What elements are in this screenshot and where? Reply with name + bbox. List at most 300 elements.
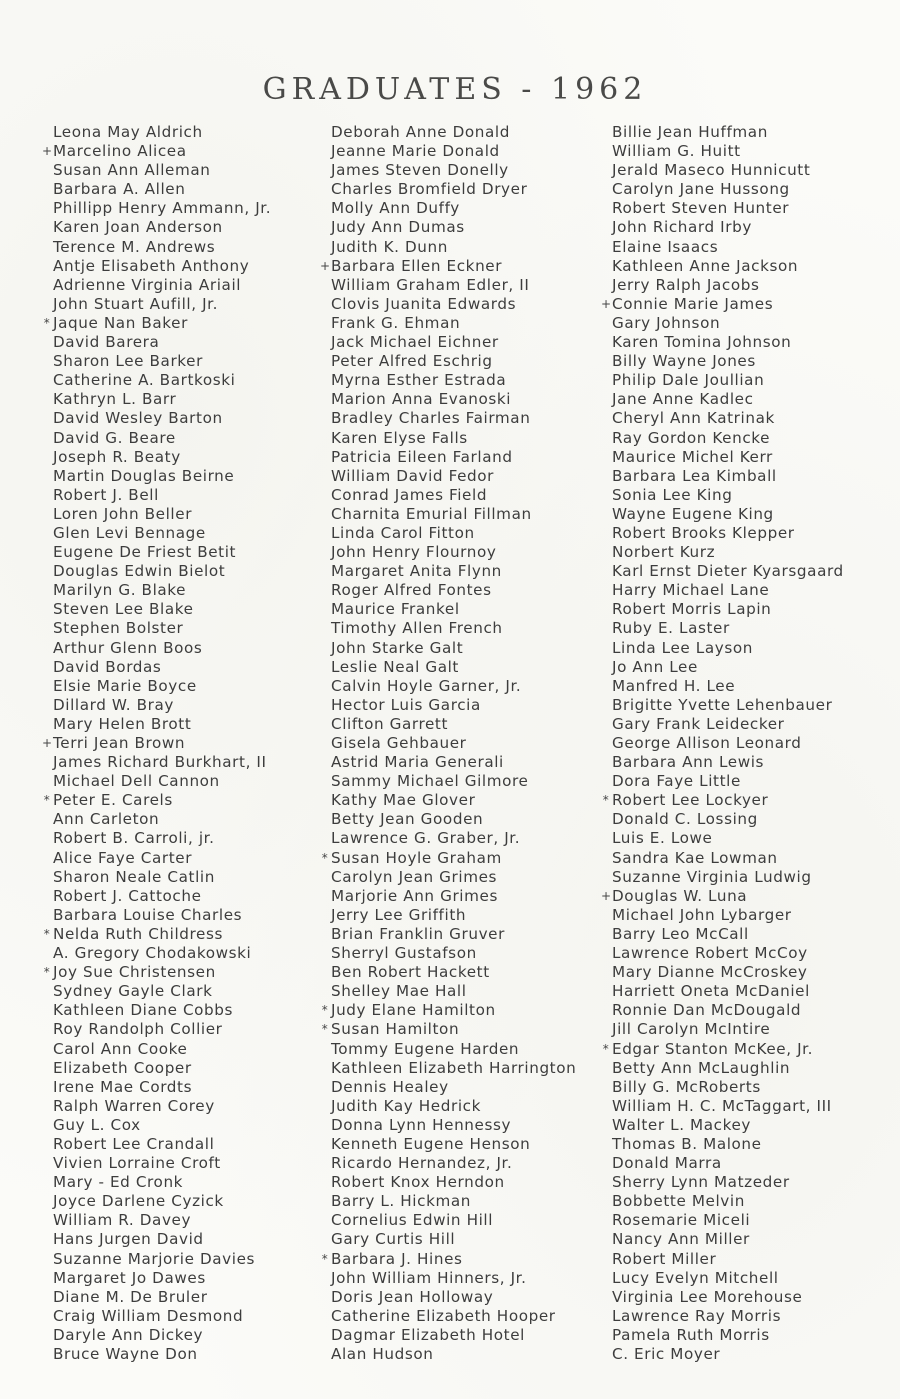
graduate-name	[53, 486, 271, 505]
graduate-name	[331, 1097, 576, 1116]
graduate-name	[331, 486, 576, 505]
graduate-name-text: Susan Ann Alleman	[53, 161, 211, 180]
graduate-name	[53, 944, 271, 963]
graduate-name-text: Barbara A. Allen	[53, 180, 186, 199]
graduate-name-text: Rosemarie Miceli	[612, 1211, 751, 1230]
graduate-name-text: William H. C. McTaggart, III	[612, 1096, 832, 1115]
graduate-name	[53, 1173, 271, 1192]
graduate-name-text: Donna Lynn Hennessy	[331, 1115, 512, 1134]
graduate-name-text: Jerry Ralph Jacobs	[612, 275, 760, 294]
graduate-name	[53, 887, 271, 906]
graduate-name-text: Myrna Esther Estrada	[331, 371, 507, 390]
graduate-name	[331, 352, 576, 371]
graduate-name-text: John Richard Irby	[612, 218, 752, 237]
graduate-name-text: Sherry Lynn Matzeder	[612, 1173, 790, 1192]
graduate-name-text: Marilyn G. Blake	[53, 581, 187, 600]
graduate-name-text: Elizabeth Cooper	[53, 1058, 192, 1077]
graduate-name-text: Martin Douglas Beirne	[53, 466, 235, 485]
asterisk-marker: *	[43, 926, 51, 941]
graduate-name-text: Kathleen Diane Cobbs	[53, 1001, 234, 1020]
graduate-name	[321, 1249, 576, 1269]
graduate-name	[331, 429, 576, 448]
graduate-name-text: Calvin Hoyle Garner, Jr.	[331, 676, 522, 695]
graduate-name	[53, 524, 271, 543]
graduate-name-text: Joy Sue Christensen	[53, 963, 216, 982]
graduate-name	[612, 810, 844, 829]
graduate-name	[53, 1040, 271, 1059]
graduate-name-text: Edgar Stanton McKee, Jr.	[612, 1039, 814, 1058]
graduate-name	[331, 1326, 576, 1345]
graduate-name	[331, 791, 576, 810]
graduate-name	[53, 1230, 271, 1249]
graduate-name	[612, 1307, 844, 1326]
graduate-name-text: Walter L. Mackey	[612, 1115, 752, 1134]
graduate-name-text: Astrid Maria Generali	[331, 753, 504, 772]
graduate-name	[612, 142, 844, 161]
asterisk-marker: *	[43, 793, 51, 808]
graduate-name-text: Kathryn L. Barr	[53, 390, 177, 409]
graduate-name-text: Cornelius Edwin Hill	[331, 1211, 494, 1230]
graduate-name	[53, 696, 271, 715]
graduate-name	[53, 562, 271, 581]
graduate-name	[331, 1230, 576, 1249]
graduate-name	[331, 448, 576, 467]
graduate-name	[53, 1250, 271, 1269]
graduate-name-text: Pamela Ruth Morris	[612, 1325, 770, 1344]
asterisk-marker: *	[321, 1003, 329, 1018]
graduate-name-text: Karen Elyse Falls	[331, 428, 468, 447]
graduate-name	[331, 276, 576, 295]
graduate-name-text: Ronnie Dan McDougald	[612, 1001, 802, 1020]
graduate-name-text: Robert J. Bell	[53, 485, 159, 504]
graduate-name	[53, 1288, 271, 1307]
graduate-name-text: Robert Brooks Klepper	[612, 523, 795, 542]
graduate-name-text: Glen Levi Bennage	[53, 523, 206, 542]
graduate-name	[612, 505, 844, 524]
plus-marker: +	[601, 888, 612, 903]
graduate-name	[612, 1173, 844, 1192]
graduate-name	[331, 467, 576, 486]
graduate-name	[53, 448, 271, 467]
graduate-name	[331, 505, 576, 524]
graduate-name-text: Robert Knox Herndon	[331, 1173, 505, 1192]
plus-marker: +	[601, 296, 612, 311]
graduate-name	[320, 256, 576, 276]
graduate-name	[53, 543, 271, 562]
graduate-name-text: Roger Alfred Fontes	[331, 581, 492, 600]
graduate-name-text: Joseph R. Beaty	[53, 447, 181, 466]
graduate-name	[612, 1345, 844, 1364]
graduate-name	[53, 772, 271, 791]
asterisk-marker: *	[321, 850, 329, 865]
graduate-name	[331, 238, 576, 257]
graduate-name	[331, 161, 576, 180]
graduate-name-text: Michael Dell Cannon	[53, 772, 220, 791]
graduate-name	[53, 639, 271, 658]
graduate-name	[612, 257, 844, 276]
graduate-name	[612, 1059, 844, 1078]
asterisk-marker: *	[602, 1041, 610, 1056]
graduate-name-text: David Wesley Barton	[53, 409, 223, 428]
graduate-name-text: William Graham Edler, II	[331, 275, 530, 294]
graduate-name	[331, 142, 576, 161]
graduate-name	[53, 238, 271, 257]
graduate-name-text: John Stuart Aufill, Jr.	[53, 294, 219, 313]
graduate-name-text: Jeanne Marie Donald	[331, 142, 500, 161]
graduate-name-text: Connie Marie James	[612, 294, 774, 313]
graduate-name	[53, 333, 271, 352]
graduate-name-text: Donald Marra	[612, 1154, 722, 1173]
graduate-name	[331, 562, 576, 581]
graduate-name-text: Ann Carleton	[53, 810, 160, 829]
graduate-name-text: Alan Hudson	[331, 1345, 434, 1363]
graduate-name-text: Billie Jean Huffman	[612, 123, 768, 141]
graduate-name-text: Jane Anne Kadlec	[612, 390, 754, 409]
plus-marker: +	[42, 736, 53, 750]
graduate-name-text: Peter E. Carels	[53, 791, 173, 810]
graduate-name-text: Sharon Neale Catlin	[53, 867, 215, 886]
graduate-name-text: Maurice Frankel	[331, 600, 460, 619]
graduate-name	[331, 199, 576, 218]
graduate-name-text: Kathleen Anne Jackson	[612, 256, 799, 275]
graduate-name-text: Robert Steven Hunter	[612, 199, 790, 218]
graduate-name	[331, 963, 576, 982]
graduate-name	[612, 581, 844, 600]
graduate-name-text: Philip Dale Joullian	[612, 371, 765, 390]
graduate-name-text: Robert Morris Lapin	[612, 600, 772, 619]
graduate-name-text: Barbara Lea Kimball	[612, 466, 777, 485]
graduate-name	[601, 294, 844, 314]
graduate-name	[331, 1307, 576, 1326]
graduate-name	[53, 1345, 271, 1364]
graduate-name-text: Elaine Isaacs	[612, 237, 719, 256]
graduate-name-text: Alice Faye Carter	[53, 848, 193, 867]
graduate-name	[612, 390, 844, 409]
graduate-name-text: Catherine A. Bartkoski	[53, 371, 236, 390]
graduate-name	[53, 600, 271, 619]
graduate-name	[331, 1345, 576, 1364]
graduate-name	[53, 982, 271, 1001]
graduate-name	[331, 925, 576, 944]
graduate-name	[331, 639, 576, 658]
graduate-name	[612, 333, 844, 352]
graduate-name-text: Gary Frank Leidecker	[612, 714, 785, 733]
graduate-name	[331, 1040, 576, 1059]
graduate-name	[53, 715, 271, 734]
graduate-name	[53, 1097, 271, 1116]
graduate-name-text: Billy Wayne Jones	[612, 352, 756, 371]
graduate-name-text: Marcelino Alicea	[53, 142, 187, 161]
graduate-name	[331, 753, 576, 772]
graduate-name-text: Dagmar Elizabeth Hotel	[331, 1325, 525, 1344]
graduate-name	[331, 810, 576, 829]
graduate-name	[612, 1020, 844, 1039]
graduate-name	[612, 238, 844, 257]
graduate-name-text: Ricardo Hernandez, Jr.	[331, 1154, 513, 1173]
graduate-name-text: Barbara J. Hines	[331, 1249, 463, 1268]
graduate-name	[612, 619, 844, 638]
graduate-name-text: Adrienne Virginia Ariail	[53, 275, 242, 294]
graduate-name	[53, 619, 271, 638]
graduate-name	[612, 1288, 844, 1307]
graduate-name	[612, 1250, 844, 1269]
graduate-name	[331, 1173, 576, 1192]
graduate-name-text: Margaret Anita Flynn	[331, 562, 502, 581]
graduate-name-text: Maurice Michel Kerr	[612, 447, 773, 466]
graduate-name	[53, 295, 271, 314]
graduate-name-text: Clovis Juanita Edwards	[331, 294, 517, 313]
graduate-name	[331, 295, 576, 314]
graduate-name-text: Dora Faye Little	[612, 772, 741, 791]
graduate-name	[53, 409, 271, 428]
graduate-name	[331, 696, 576, 715]
graduate-name	[331, 371, 576, 390]
graduate-name-text: Kenneth Eugene Henson	[331, 1134, 531, 1153]
graduate-name	[331, 734, 576, 753]
graduate-name	[612, 1097, 844, 1116]
graduate-name-text: Norbert Kurz	[612, 543, 716, 562]
graduate-name	[331, 1192, 576, 1211]
graduate-name	[331, 123, 576, 142]
plus-marker: +	[320, 258, 331, 273]
graduate-column-1	[42, 123, 272, 1364]
graduate-name	[612, 1001, 844, 1020]
graduate-name	[43, 963, 271, 982]
graduate-name-text: Suzanne Virginia Ludwig	[612, 867, 812, 886]
graduate-name	[53, 180, 271, 199]
graduate-name-text: Judith Kay Hedrick	[331, 1096, 482, 1115]
graduate-name-text: Jaque Nan Baker	[53, 313, 188, 332]
graduate-name-text: Nancy Ann Miller	[612, 1230, 750, 1249]
graduate-name-text: Steven Lee Blake	[53, 600, 194, 619]
graduate-name-text: Betty Jean Gooden	[331, 810, 484, 829]
graduate-name-text: Dillard W. Bray	[53, 695, 174, 714]
graduate-name-text: James Steven Donelly	[331, 161, 509, 180]
graduate-name	[612, 486, 844, 505]
graduate-name-text: Judith K. Dunn	[331, 237, 448, 256]
graduate-name	[53, 829, 271, 848]
graduate-name	[612, 906, 844, 925]
graduate-name	[612, 677, 844, 696]
graduate-name	[331, 677, 576, 696]
graduate-name-text: John Henry Flournoy	[331, 543, 497, 562]
graduate-name-text: Hans Jurgen David	[53, 1230, 204, 1249]
graduate-name-text: William David Fedor	[331, 466, 494, 485]
graduate-name-text: Bruce Wayne Don	[53, 1345, 198, 1363]
graduate-name-text: Karen Joan Anderson	[53, 218, 223, 237]
graduate-name-text: Carolyn Jane Hussong	[612, 180, 790, 199]
graduate-name	[331, 982, 576, 1001]
graduate-name	[331, 524, 576, 543]
graduate-name-text: Peter Alfred Eschrig	[331, 352, 493, 371]
graduate-name	[331, 333, 576, 352]
graduate-name	[331, 1059, 576, 1078]
graduate-name	[53, 505, 271, 524]
graduate-name-text: Robert B. Carroli, jr.	[53, 829, 215, 848]
graduate-name	[612, 715, 844, 734]
graduate-name-text: Gary Curtis Hill	[331, 1230, 456, 1249]
graduate-name	[53, 1135, 271, 1154]
graduate-name	[602, 791, 844, 810]
graduate-name	[612, 371, 844, 390]
graduate-name	[612, 982, 844, 1001]
graduate-name-text: Ralph Warren Corey	[53, 1096, 215, 1115]
graduate-name-text: Diane M. De Bruler	[53, 1287, 208, 1306]
graduate-name-text: Susan Hamilton	[331, 1020, 460, 1039]
graduate-name	[53, 810, 271, 829]
graduate-name	[331, 390, 576, 409]
graduate-name-text: Gary Johnson	[612, 313, 721, 332]
graduate-name	[612, 849, 844, 868]
graduate-name	[53, 1269, 271, 1288]
graduate-name	[53, 161, 271, 180]
graduate-name	[331, 218, 576, 237]
graduate-name	[612, 180, 844, 199]
graduate-name-text: Patricia Eileen Farland	[331, 447, 513, 466]
graduate-name	[612, 944, 844, 963]
graduate-name-text: Molly Ann Duffy	[331, 199, 460, 218]
graduate-name	[53, 1020, 271, 1039]
graduate-name-text: Mary Dianne McCroskey	[612, 963, 808, 982]
graduate-name	[331, 314, 576, 333]
graduate-name	[612, 696, 844, 715]
graduate-name-text: Kathy Mae Glover	[331, 791, 476, 810]
graduate-name-text: Leslie Neal Galt	[331, 657, 459, 676]
graduate-name-text: Barry L. Hickman	[331, 1192, 471, 1211]
asterisk-marker: *	[602, 793, 610, 808]
graduate-name-text: David Barera	[53, 333, 160, 352]
graduate-name	[43, 924, 271, 944]
graduate-name	[612, 199, 844, 218]
graduate-name	[612, 1154, 844, 1173]
graduate-name	[612, 467, 844, 486]
graduate-name-text: A. Gregory Chodakowski	[53, 944, 252, 963]
graduate-name	[612, 1135, 844, 1154]
graduate-name	[53, 352, 271, 371]
graduate-name-text: Tommy Eugene Harden	[331, 1039, 520, 1058]
graduate-name	[612, 448, 844, 467]
graduate-name-text: John Starke Galt	[331, 638, 464, 657]
graduate-name	[331, 906, 576, 925]
graduate-name	[43, 313, 271, 333]
page-title: GRADUATES - 1962	[262, 72, 648, 108]
graduate-name-text: Douglas Edwin Bielot	[53, 562, 226, 581]
graduate-name-text: Brigitte Yvette Lehenbauer	[612, 695, 833, 714]
graduate-name	[53, 1059, 271, 1078]
graduate-name-text: Manfred H. Lee	[612, 676, 736, 695]
graduate-name-text: Jill Carolyn McIntire	[612, 1020, 771, 1039]
graduate-name	[53, 199, 271, 218]
graduate-name	[53, 868, 271, 887]
graduate-name	[42, 734, 271, 753]
graduate-name-text: Elsie Marie Boyce	[53, 676, 197, 695]
graduate-name-text: Lawrence Robert McCoy	[612, 944, 808, 963]
asterisk-marker: *	[43, 315, 51, 330]
graduate-name	[53, 467, 271, 486]
graduate-name	[612, 868, 844, 887]
graduate-name	[331, 1116, 576, 1135]
graduate-name	[612, 218, 844, 237]
graduate-name	[612, 409, 844, 428]
graduate-name-text: Craig William Desmond	[53, 1306, 244, 1325]
graduate-name	[331, 1078, 576, 1097]
graduate-name-text: Sydney Gayle Clark	[53, 982, 213, 1001]
graduate-name	[612, 352, 844, 371]
graduate-name	[331, 1211, 576, 1230]
graduate-name	[331, 887, 576, 906]
graduate-name-text: Judy Ann Dumas	[331, 218, 465, 237]
graduate-name	[53, 906, 271, 925]
graduate-name-text: Joyce Darlene Cyzick	[53, 1192, 224, 1211]
graduate-name	[612, 524, 844, 543]
graduate-name-text: Irene Mae Cordts	[53, 1077, 193, 1096]
graduate-name-text: Charles Bromfield Dryer	[331, 180, 528, 199]
graduate-name-text: Sammy Michael Gilmore	[331, 772, 529, 791]
graduate-name	[53, 677, 271, 696]
graduate-name-text: Marjorie Ann Grimes	[331, 886, 498, 905]
graduate-name-text: David Bordas	[53, 657, 162, 676]
graduate-name-text: Karen Tomina Johnson	[612, 333, 792, 352]
graduate-name	[53, 371, 271, 390]
graduate-name-text: Donald C. Lossing	[612, 810, 758, 829]
graduate-name-text: John William Hinners, Jr.	[331, 1268, 527, 1287]
graduate-name-text: Robert Lee Lockyer	[612, 791, 769, 810]
graduate-name	[53, 123, 271, 142]
graduate-name	[612, 1269, 844, 1288]
graduate-name-text: Nelda Ruth Childress	[53, 924, 223, 943]
graduate-name-text: William G. Huitt	[612, 142, 741, 161]
graduate-name	[612, 829, 844, 848]
graduate-name-text: Robert Miller	[612, 1249, 717, 1268]
graduate-name-text: Robert Lee Crandall	[53, 1134, 215, 1153]
graduate-name-text: Eugene De Friest Betit	[53, 543, 237, 562]
asterisk-marker: *	[321, 1251, 329, 1266]
graduate-name	[612, 1116, 844, 1135]
graduate-name	[612, 1230, 844, 1249]
graduate-name-text: Dennis Healey	[331, 1077, 449, 1096]
graduate-name-text: Barbara Ann Lewis	[612, 753, 765, 772]
graduate-name	[331, 581, 576, 600]
graduate-name-text: Loren John Beller	[53, 504, 193, 523]
graduate-name-text: Lawrence G. Graber, Jr.	[331, 829, 521, 848]
graduate-name	[612, 1078, 844, 1097]
graduate-name-text: Lucy Evelyn Mitchell	[612, 1268, 779, 1287]
graduate-name-text: Susan Hoyle Graham	[331, 848, 502, 867]
graduate-name	[331, 829, 576, 848]
graduate-name	[53, 581, 271, 600]
graduate-name-text: Clifton Garrett	[331, 714, 449, 733]
graduate-name	[612, 963, 844, 982]
graduate-name	[53, 218, 271, 237]
graduate-name-text: Catherine Elizabeth Hooper	[331, 1306, 556, 1325]
graduate-name-text: Ruby E. Laster	[612, 619, 730, 638]
graduate-name-text: Luis E. Lowe	[612, 829, 713, 848]
graduate-name	[331, 868, 576, 887]
asterisk-marker: *	[43, 965, 51, 980]
graduate-name-text: Leona May Aldrich	[53, 123, 203, 141]
graduate-name-text: Gisela Gehbauer	[331, 734, 467, 752]
graduate-name	[331, 658, 576, 677]
graduate-name-text: Ray Gordon Kencke	[612, 428, 771, 447]
graduate-column-3	[601, 123, 844, 1364]
graduate-name	[612, 1211, 844, 1230]
graduate-name-text: Kathleen Elizabeth Harrington	[331, 1058, 577, 1077]
graduate-name-text: Charnita Emurial Fillman	[331, 504, 532, 523]
graduate-name-text: Terence M. Andrews	[53, 237, 216, 256]
graduate-name-text: Linda Lee Layson	[612, 638, 753, 657]
graduate-name-text: Guy L. Cox	[53, 1115, 141, 1134]
graduate-name	[612, 161, 844, 180]
